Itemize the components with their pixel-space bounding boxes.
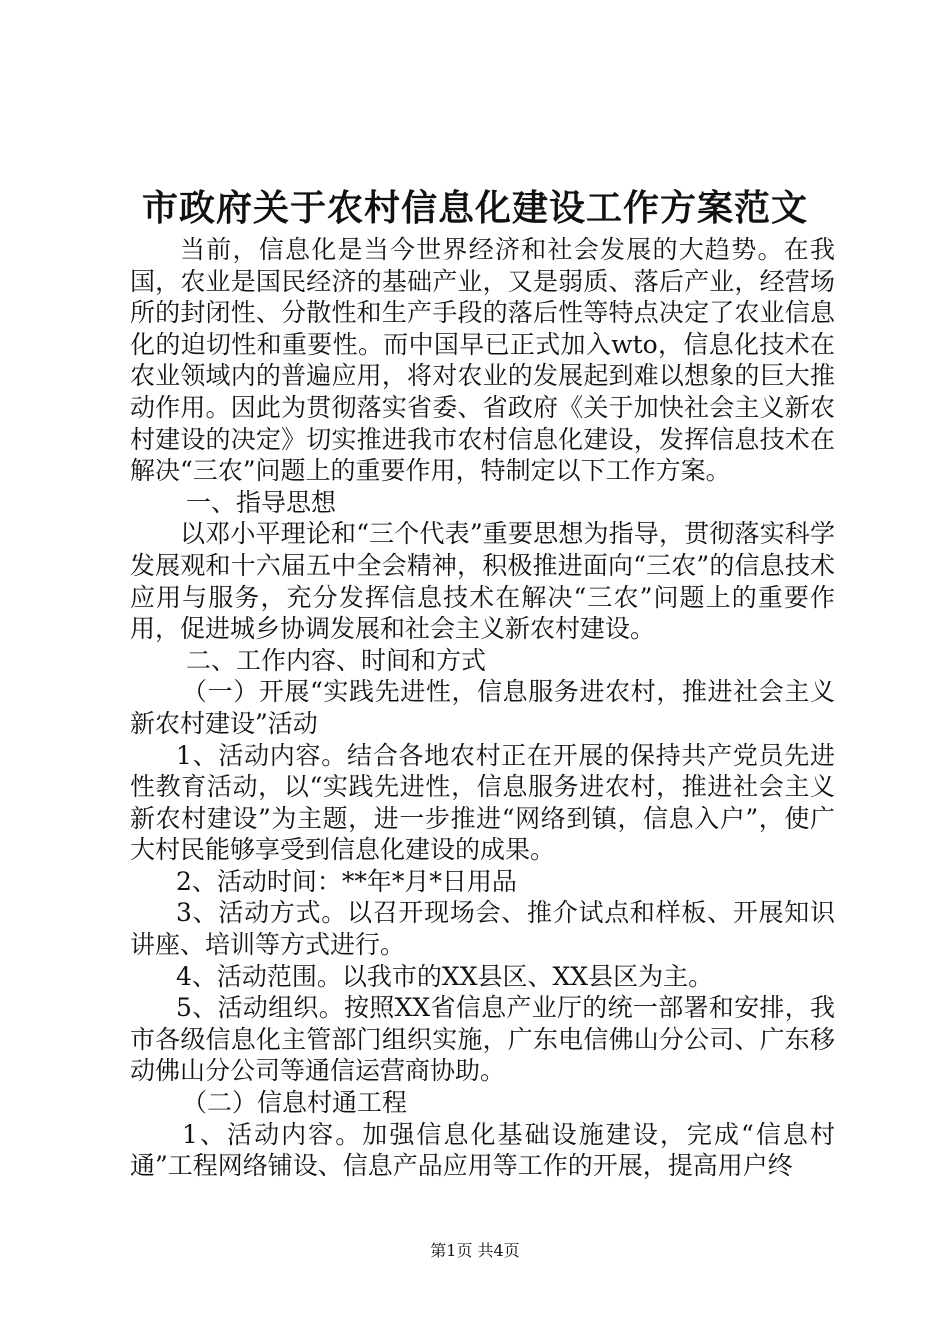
activity-content-paragraph: 1、活动内容。结合各地农村正在开展的保持共产党员先进性教育活动，以“实践先进性，信息服务进农村，推进社会主义新农村建设”为主题，进一步推进“网络到镇，信息入户”，使广大村民能够享受到信息化建设的成果。: [130, 740, 835, 865]
section-heading-guiding-ideology: 一、指导思想: [186, 487, 337, 517]
activity-time-paragraph: 2、活动时间：**年*月*日用品: [176, 866, 517, 896]
activity-method-paragraph: 3、活动方式。以召开现场会、推介试点和样板、开展知识讲座、培训等方式进行。: [130, 898, 835, 960]
guiding-ideology-paragraph: 以邓小平理论和“三个代表”重要思想为指导，贯彻落实科学发展观和十六届五中全会精神，积极推进面向“三农”的信息技术应用与服务，充分发挥信息技术在解决“三农”问题上的重要作用，促进城乡协调发展和社会主义新农村建设。: [130, 519, 835, 644]
intro-paragraph: 当前，信息化是当今世界经济和社会发展的大趋势。在我国，农业是国民经济的基础产业，又是弱质、落后产业，经营场所的封闭性、分散性和生产手段的落后性等特点决定了农业信息化的迫切性和重要性。而中国早已正式加入wto，信息化技术在农业领域内的普遍应用，将对农业的发展起到难以想象的巨大推动作用。因此为贯彻落实省委、省政府《关于加快社会主义新农村建设的决定》切实推进我市农村信息化建设，发挥信息技术在解决“三农”问题上的重要作用，特制定以下工作方案。: [130, 235, 835, 486]
subsection-heading-village-project: （二）信息村通工程: [182, 1088, 408, 1118]
page-footer: 第1页 共4页: [430, 1241, 520, 1260]
village-project-content-paragraph: 1、活动内容。加强信息化基础设施建设，完成“信息村通”工程网络铺设、信息产品应用等工作的开展，提高用户终: [130, 1119, 835, 1181]
activity-scope-paragraph: 4、活动范围。以我市的XX县区、XX县区为主。: [176, 961, 714, 991]
activity-organization-paragraph: 5、活动组织。按照XX省信息产业厅的统一部署和安排，我市各级信息化主管部门组织实施，广东电信佛山分公司、广东移动佛山分公司等通信运营商协助。: [130, 993, 835, 1086]
document-title: 市政府关于农村信息化建设工作方案范文: [141, 187, 808, 229]
section-heading-work-content: 二、工作内容、时间和方式: [186, 645, 487, 675]
document-body: [130, 234, 835, 1182]
subsection-heading-activity: （一）开展“实践先进性，信息服务进农村，推进社会主义新农村建设”活动: [130, 677, 835, 738]
